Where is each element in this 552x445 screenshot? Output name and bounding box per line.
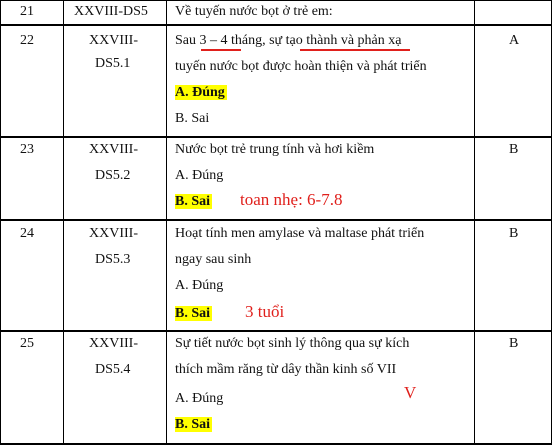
answer-key: A [509,33,520,48]
handwritten-note: V [404,383,417,402]
row-divider [0,219,552,221]
row-divider [0,24,552,26]
row-number: 25 [20,336,34,351]
row-divider [0,330,552,332]
question-text: Về tuyến nước bọt ở trẻ em: [175,4,333,19]
column-divider [166,0,167,445]
red-underline [201,49,241,51]
question-code: XXVIII- [89,226,138,241]
question-code: XXVIII- [89,33,138,48]
question-code: XXVIII- [89,336,138,351]
question-code: DS5.2 [95,168,131,183]
column-divider [63,0,64,445]
option-b [175,305,212,323]
row-number: 23 [20,142,34,157]
answer-key: B [509,336,519,351]
table-border-left [0,0,1,445]
handwritten-note: 3 tuổi [245,302,285,321]
row-number: 22 [20,33,34,48]
option-a [175,84,227,102]
question-text: ngay sau sinh [175,252,252,267]
row-number: 21 [20,4,34,19]
option-b: B. Sai [175,111,210,126]
row-divider [0,0,552,1]
red-underline [300,49,410,51]
question-code: XXVIII- [89,142,138,157]
option-b-label: B. Sai [175,306,211,321]
option-b-label: B. Sai [175,417,211,432]
question-text: tuyến nước bọt được hoàn thiện và phát triển [175,59,427,74]
option-a: A. Đúng [175,278,224,293]
question-text: thích mầm răng từ dây thần kinh số VII [175,362,397,377]
question-code: DS5.3 [95,252,131,267]
option-b [175,416,212,434]
question-code: DS5.4 [95,362,131,377]
answer-key: B [509,142,519,157]
option-a: A. Đúng [175,391,224,406]
option-a-label: A. Đúng [175,85,225,100]
row-divider [0,136,552,138]
option-b-label: B. Sai [175,194,211,209]
answer-key: B [509,226,519,241]
question-text: Sự tiết nước bọt sinh lý thông qua sự kích [175,336,410,351]
question-text: Hoạt tính men amylase và maltase phát triển [175,226,425,241]
question-code: DS5.1 [95,56,131,71]
column-divider [474,0,475,445]
question-text: Sau 3 – 4 tháng, sự tạo thành và phản xạ [175,33,402,48]
option-a: A. Đúng [175,168,224,183]
handwritten-note: toan nhẹ: 6-7.8 [240,190,343,209]
question-text: Nước bọt trẻ trung tính và hơi kiềm [175,142,375,157]
question-code: XXVIII-DS5 [74,4,148,19]
option-b [175,193,212,211]
row-number: 24 [20,226,34,241]
